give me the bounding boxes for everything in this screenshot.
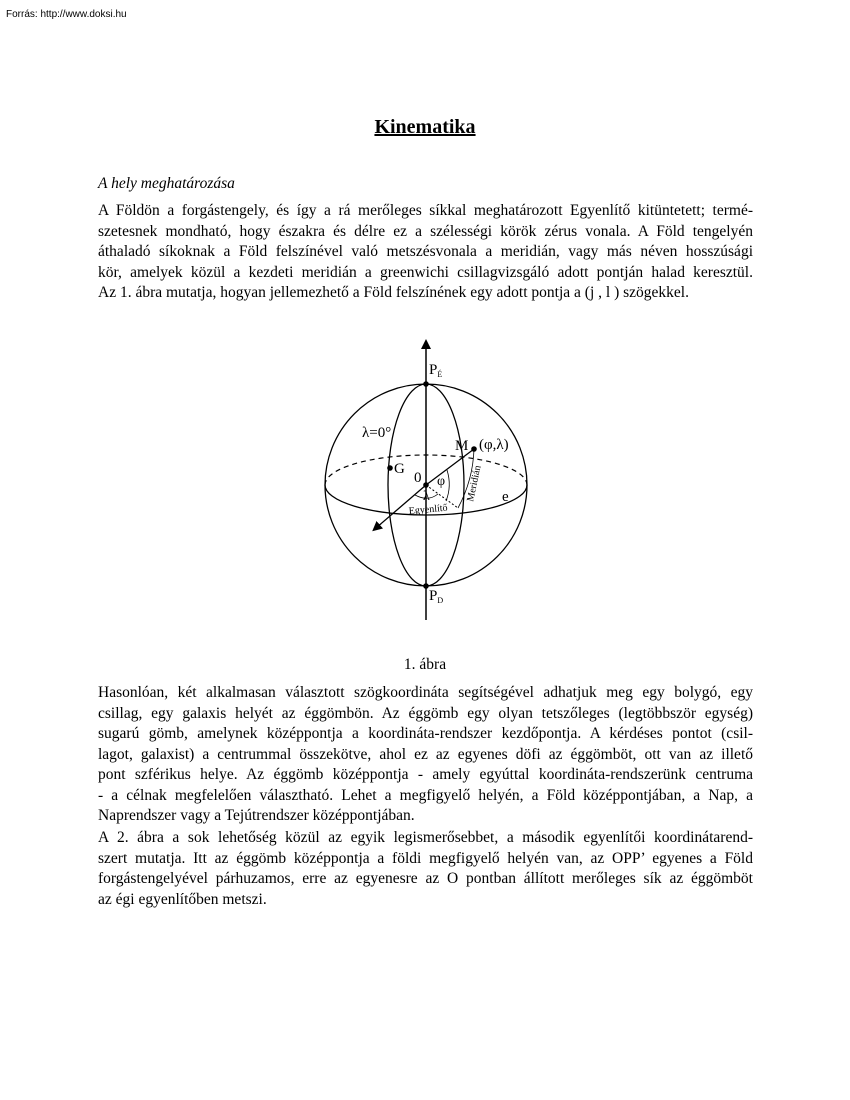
source-note: Forrás: http://www.doksi.hu bbox=[6, 9, 127, 20]
label-point-g: G bbox=[394, 461, 405, 477]
label-point-m: M bbox=[455, 438, 469, 454]
text-line: áthaladó síkoknak a Föld felszínével való metszésvonala a meridián, vagy más néven hosszúsági bbox=[98, 243, 753, 260]
globe-figure bbox=[310, 330, 540, 620]
point-m bbox=[471, 446, 477, 452]
label-pole-south: $P_D$ bbox=[429, 588, 444, 605]
text-line: pont szférikus helye. Az éggömb középpontja - amely egyúttal koordináta-rendszerünk centruma bbox=[98, 766, 753, 783]
label-coords: (φ,λ) bbox=[479, 437, 509, 453]
figure-caption: 1. ábra bbox=[403, 656, 447, 673]
label-e: e bbox=[502, 489, 509, 505]
globe-diagram bbox=[310, 330, 540, 620]
paragraph-3 bbox=[98, 828, 753, 910]
paragraph-1 bbox=[98, 201, 753, 304]
point-north-pole bbox=[423, 381, 429, 387]
point-g bbox=[387, 465, 393, 471]
text-line: szert mutatja. Itt az éggömb középpontja a földi megfigyelő helyén van, az OPP’ egyenes a Föld bbox=[98, 849, 753, 867]
label-origin: 0 bbox=[414, 470, 422, 486]
point-south-pole bbox=[423, 583, 429, 589]
text-line: Naprendszer vagy a Tejútrendszer középpontjában. bbox=[98, 807, 415, 824]
text-line: Hasonlóan, két alkalmasan választott szögkoordináta segítségével adhatjuk meg egy bolygó, egy bbox=[98, 684, 753, 701]
text-line: A Földön a forgástengely, és így a rá merőleges síkkal meghatározott Egyenlítő kitüntetett; termé- bbox=[98, 202, 753, 219]
section-subtitle: A hely meghatározása bbox=[98, 175, 235, 192]
phi-angle-arc bbox=[446, 470, 449, 501]
label-pole-north: $P_É$ bbox=[429, 362, 443, 379]
text-line: kör, amelyek közül a kezdeti meridián a greenwichi csillagvizsgáló adott pontján halad keresztül. bbox=[98, 263, 753, 281]
title-text: Kinematika bbox=[374, 116, 476, 138]
paragraph-2 bbox=[98, 683, 753, 827]
text-line: az égi egyenlítőben metszi. bbox=[98, 890, 267, 908]
text-line: Az 1. ábra mutatja, hogyan jellemezhető a Föld felszínének egy adott pontja a (j , l ) szögekkel. bbox=[98, 284, 689, 301]
text-line: A 2. ábra a sok lehetőség közül az egyik legismerősebbet, a második egyenlítői koordinátarend- bbox=[98, 829, 753, 846]
label-meridian: Meridián bbox=[465, 464, 484, 503]
text-line: lagot, galaxist) a centrummal összekötve, ahol ez az egyenes döfi az éggömböt, ott van az illető bbox=[98, 745, 753, 763]
radius-to-m bbox=[426, 449, 474, 485]
label-lambda-zero: λ=0° bbox=[362, 425, 392, 441]
point-origin bbox=[423, 482, 429, 488]
text-line: csillag, egy galaxis helyét az éggömbön. Az éggömb egy olyan tetszőleges (legtöbbször egység) bbox=[98, 704, 753, 722]
label-lambda: λ bbox=[423, 489, 430, 504]
text-line: sugarú gömb, amelynek középpontja a koordináta-rendszer kezdőpontja. A kérdéses pontot (csil- bbox=[98, 725, 753, 742]
label-phi: φ bbox=[437, 474, 446, 489]
page-title bbox=[0, 116, 850, 139]
label-equator: Egyenlítő bbox=[408, 502, 449, 517]
text-line: forgástengelyével párhuzamos, erre az egyenesre az O pontban állított merőleges sík az éggömböt bbox=[98, 870, 753, 887]
text-line: - a célnak megfelelően választható. Lehet a megfigyelő helyén, a Föld középpontjában, a Nap, a bbox=[98, 786, 753, 804]
text-line: szetesnek mondható, hogy északra és délre ez a szélességi körök zérus vonala. A Föld tengelyén bbox=[98, 222, 753, 240]
